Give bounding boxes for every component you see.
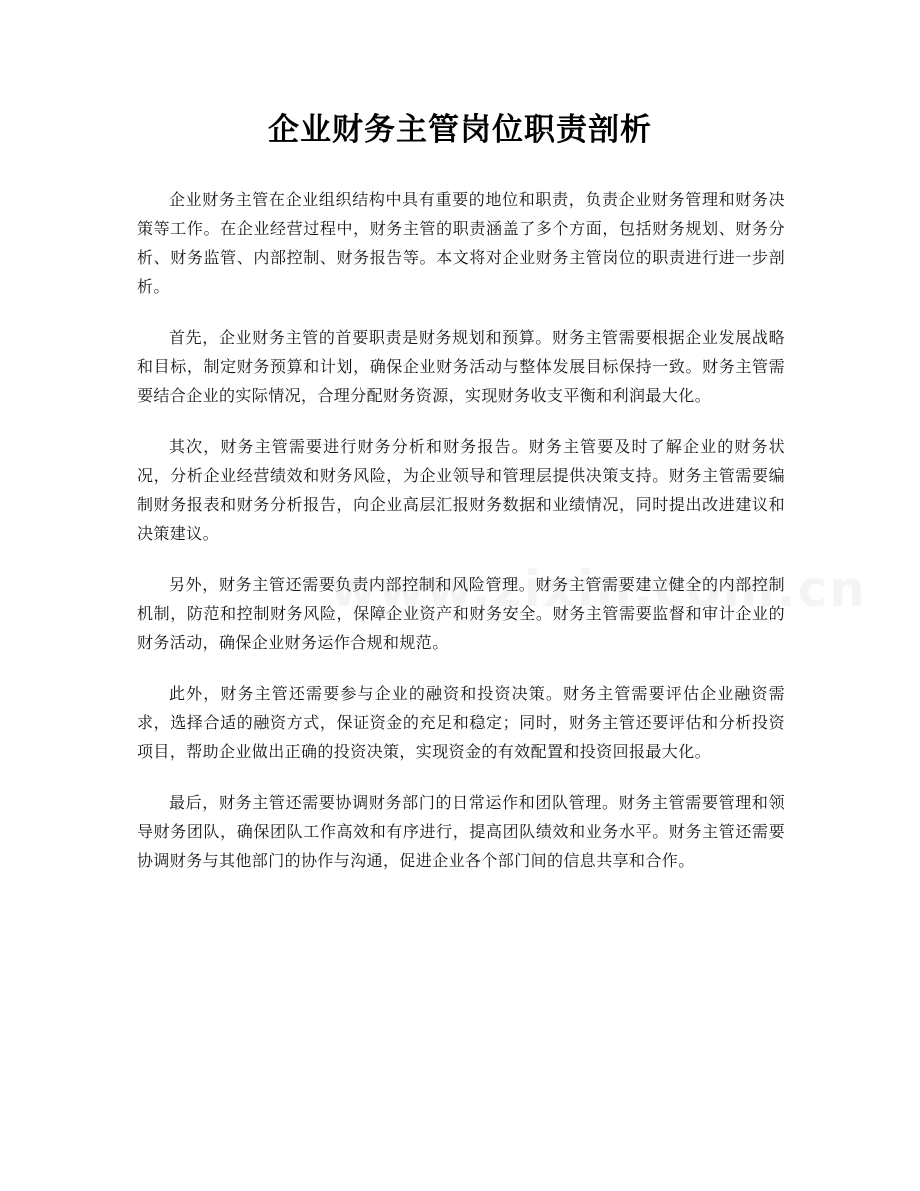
paragraph-control: 另外，财务主管还需要负责内部控制和风险管理。财务主管需要建立健全的内部控制机制，防范和控制财务风险，保障企业资产和财务安全。财务主管需要监督和审计企业的财务活动，确保企业财务运作合规和规范。 (137, 575, 785, 652)
paragraph-intro: 企业财务主管在企业组织结构中具有重要的地位和职责，负责企业财务管理和财务决策等工作。在企业经营过程中，财务主管的职责涵盖了多个方面，包括财务规划、财务分析、财务监管、内部控制、财务报告等。本文将对企业财务主管岗位的职责进行进一步剖析。 (137, 190, 785, 296)
paragraph-coordination: 最后，财务主管还需要协调财务部门的日常运作和团队管理。财务主管需要管理和领导财务团队，确保团队工作高效和有序进行，提高团队绩效和业务水平。财务主管还需要协调财务与其他部门的协作与沟通，促进企业各个部门间的信息共享和合作。 (137, 793, 785, 870)
paragraph-financing: 此外，财务主管还需要参与企业的融资和投资决策。财务主管需要评估企业融资需求，选择合适的融资方式，保证资金的充足和稳定；同时，财务主管还要评估和分析投资项目，帮助企业做出正确的投资决策，实现资金的有效配置和投资回报最大化。 (137, 684, 785, 761)
document-body (137, 185, 785, 897)
paragraph-analysis: 其次，财务主管需要进行财务分析和财务报告。财务主管要及时了解企业的财务状况，分析企业经营绩效和财务风险，为企业领导和管理层提供决策支持。财务主管需要编制财务报表和财务分析报告，向企业高层汇报财务数据和业绩情况，同时提出改进建议和决策建议。 (137, 437, 785, 543)
paragraph-planning: 首先，企业财务主管的首要职责是财务规划和预算。财务主管需要根据企业发展战略和目标，制定财务预算和计划，确保企业财务活动与整体发展目标保持一致。财务主管需要结合企业的实际情况，合理分配财务资源，实现财务收支平衡和利润最大化。 (137, 328, 785, 405)
document-title: 企业财务主管岗位职责剖析 (268, 112, 652, 148)
